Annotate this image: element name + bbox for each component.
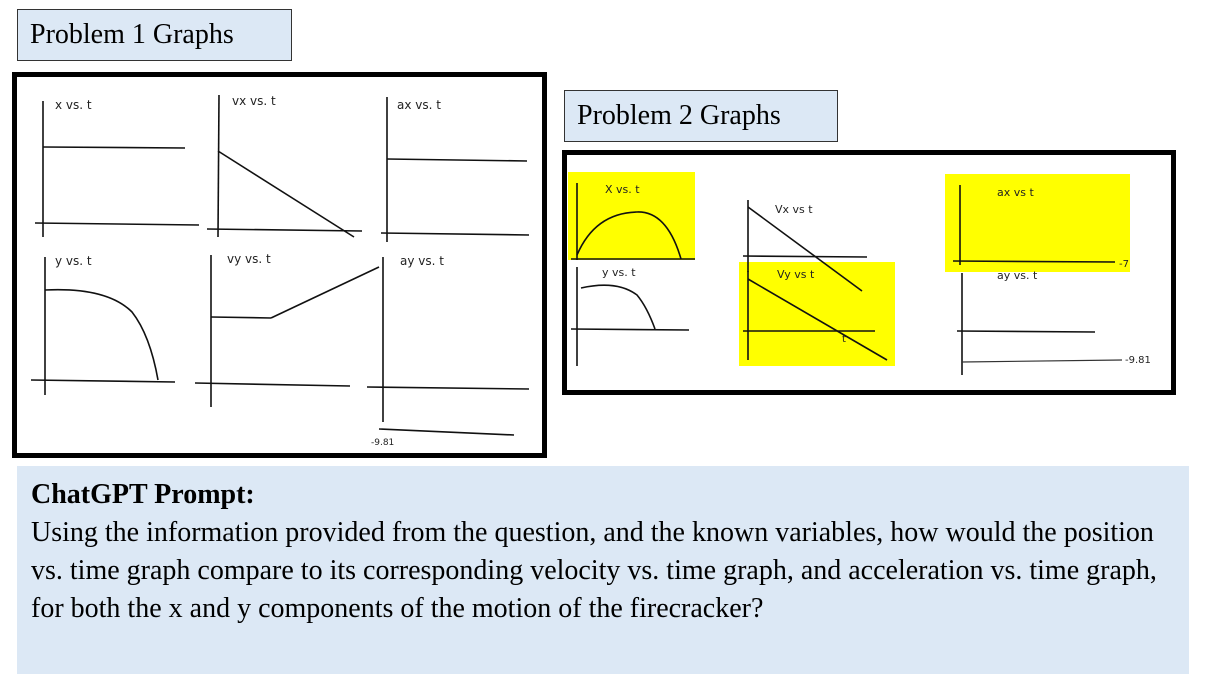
p2-y-vs-t-label: y vs. t	[602, 266, 636, 279]
p1-vx-vs-t-graph	[207, 94, 362, 237]
p2-ax-axis-mark: -7	[1119, 259, 1129, 270]
p1-x-vs-t-graph	[35, 98, 199, 237]
p2-ay-vs-t-graph	[957, 269, 1151, 375]
p2-ax-vs-t-label: ax vs t	[997, 186, 1034, 199]
p2-ay-vs-t-label: ay vs. t	[997, 269, 1038, 282]
p1-ay-value-label: -9.81	[371, 438, 395, 448]
p1-x-vs-t-label: x vs. t	[55, 98, 92, 112]
p1-vx-vs-t-label: vx vs. t	[232, 94, 276, 108]
p1-y-vs-t-graph	[31, 254, 175, 395]
problem2-label: Problem 2 Graphs	[564, 90, 838, 142]
problem1-graph-panel	[12, 72, 547, 458]
p1-ax-vs-t-label: ax vs. t	[397, 98, 441, 112]
problem1-label: Problem 1 Graphs	[17, 9, 292, 61]
problem1-graphs	[17, 77, 542, 453]
p1-y-vs-t-label: y vs. t	[55, 254, 92, 268]
p2-ay-value-label: -9.81	[1125, 355, 1151, 366]
p2-vx-vs-t-label: Vx vs t	[775, 203, 813, 216]
p1-ay-vs-t-label: ay vs. t	[400, 254, 444, 268]
p1-ay-vs-t-graph	[367, 254, 529, 448]
p2-vy-axis-mark: t	[842, 334, 846, 345]
problem2-graphs	[567, 155, 1171, 390]
p2-x-vs-t-label: X vs. t	[605, 183, 640, 196]
p1-vy-vs-t-label: vy vs. t	[227, 252, 271, 266]
chatgpt-prompt-box	[17, 466, 1189, 674]
problem2-graph-panel	[562, 150, 1176, 395]
prompt-body: Using the information provided from the question, and the known variables, how would the position vs. time graph compare to its corresponding velocity vs. time graph, and acceleration vs. time graph, for both the x and y components of the motion of the firecracker?	[31, 517, 1157, 624]
p1-ax-vs-t-graph	[381, 97, 529, 242]
p2-y-vs-t-graph	[571, 266, 689, 366]
p1-vy-vs-t-graph	[195, 252, 379, 407]
p2-ax-vs-t-highlight	[945, 174, 1130, 272]
p2-vy-vs-t-label: Vy vs t	[777, 268, 815, 281]
prompt-title: ChatGPT Prompt:	[31, 479, 255, 510]
